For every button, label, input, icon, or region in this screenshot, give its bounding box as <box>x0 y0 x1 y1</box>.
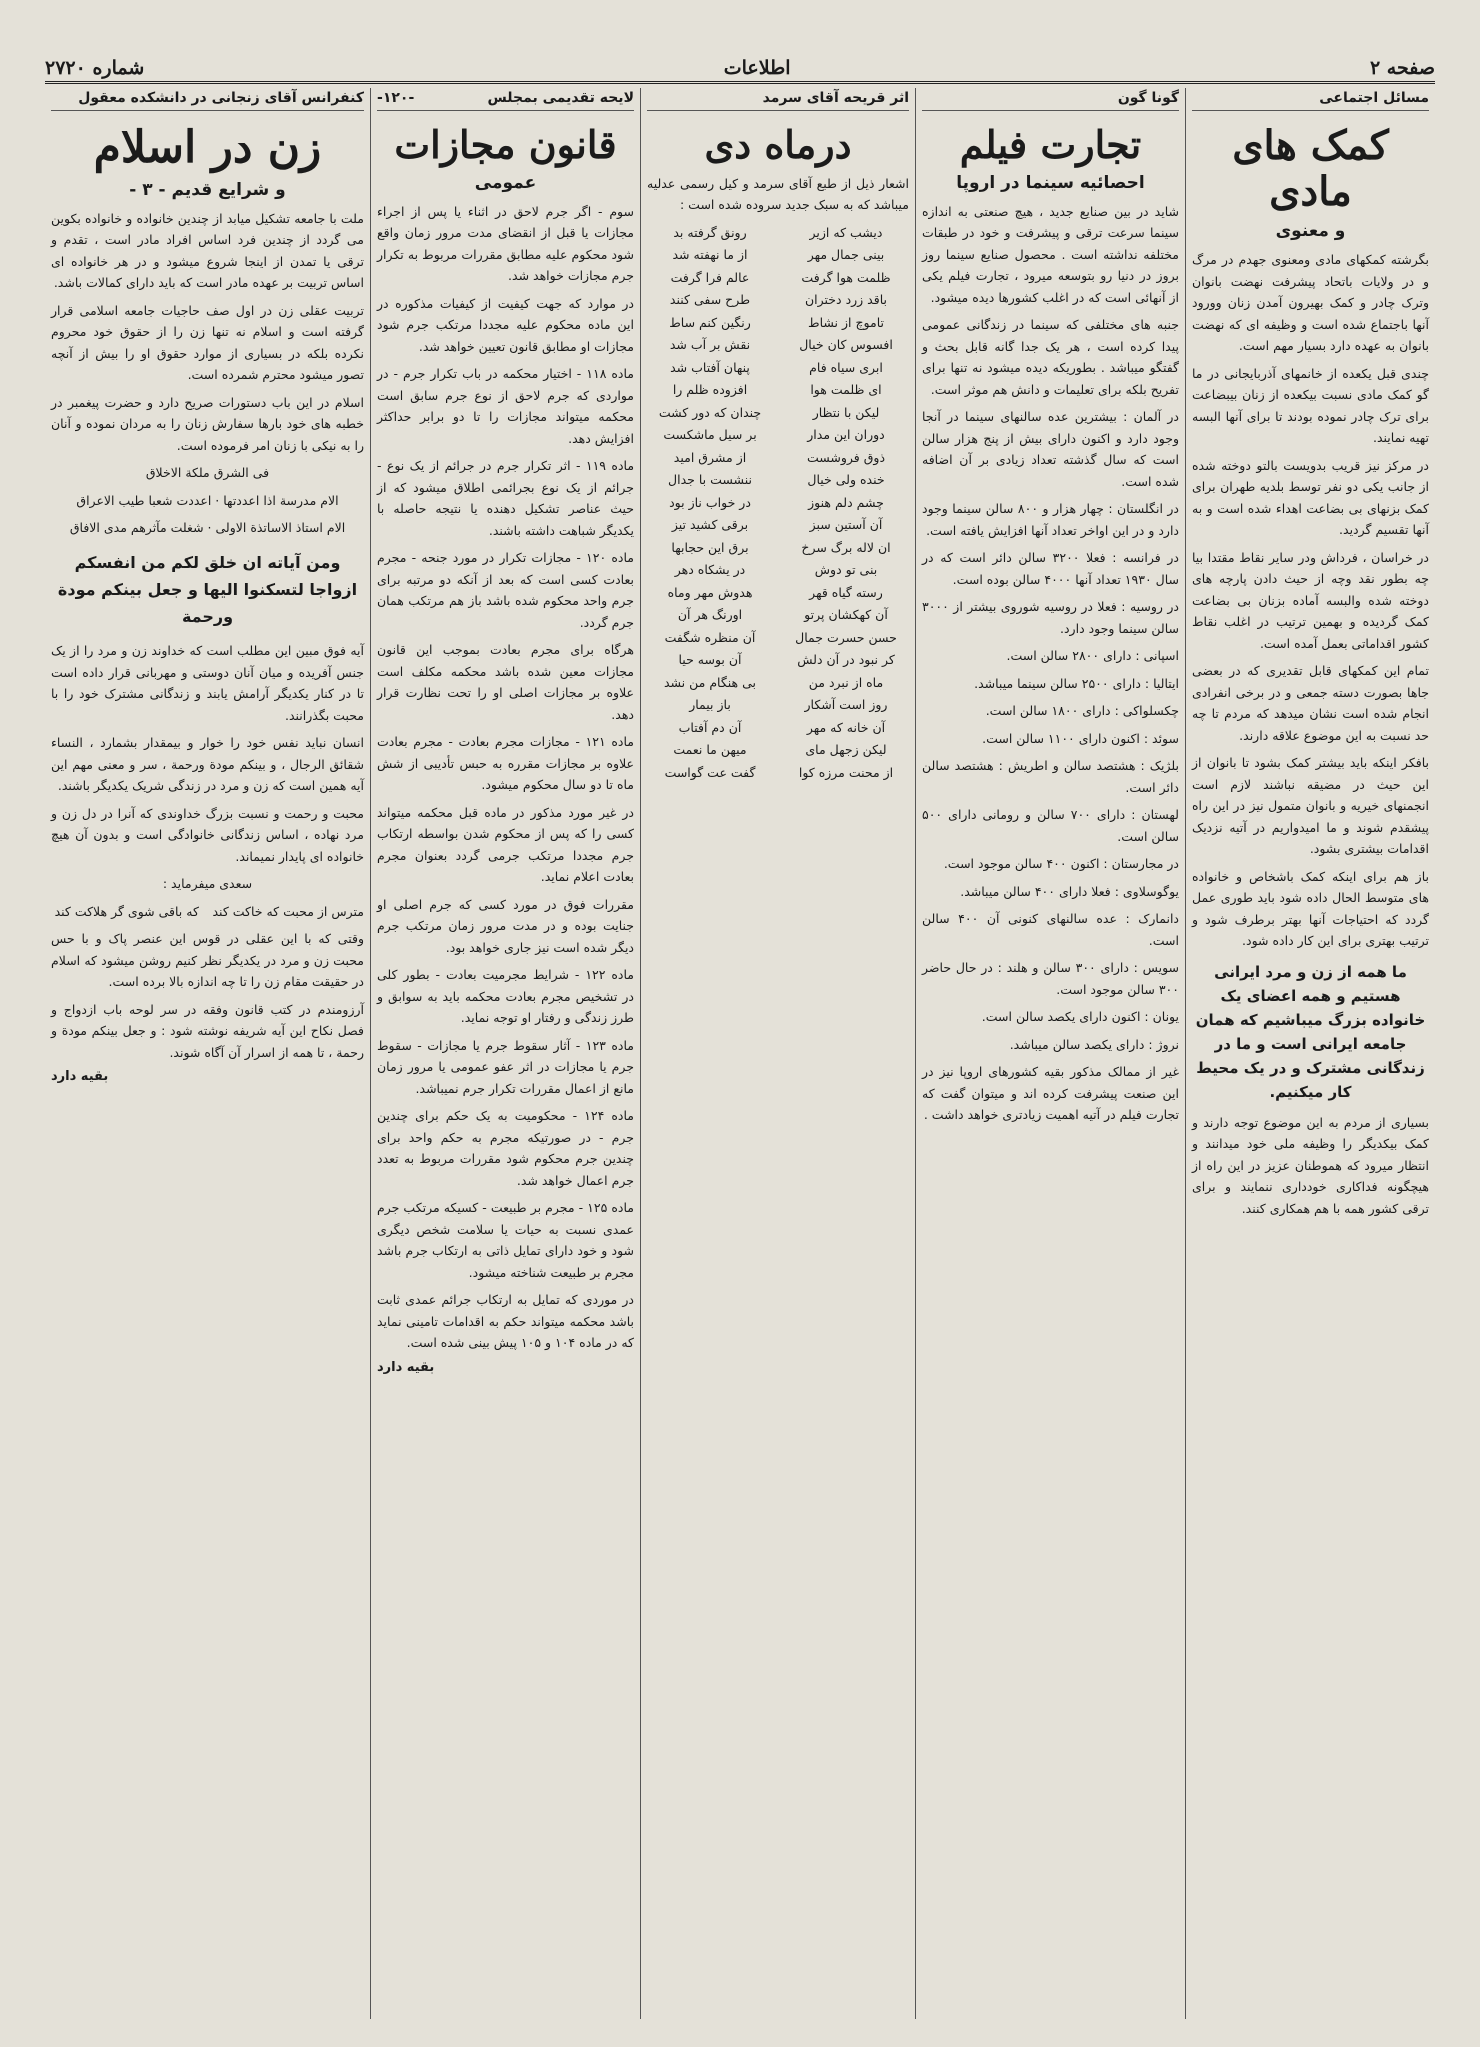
poem-hemistich: در یشکاه دهر <box>674 562 746 578</box>
article-subhead: و شرایع قدیم - ۳ - <box>129 179 286 200</box>
article-paragraph: ماده ۱۱۸ - اختیار محکمه در باب تکرار جرم - در مواردی که جرم لاحق از نوع جرم سابق است محکمه میتواند مجازات را تا دو برابر حداکثر افزایش دهد. <box>377 366 635 446</box>
verse-hemistich: که باقی شوی گر هلاکت کند <box>54 903 199 919</box>
article-kicker: مسائل اجتماعی <box>1192 88 1429 111</box>
article-subhead: و معنوی <box>1275 221 1346 241</box>
poem-hemistich: دیشب که ازیر <box>809 224 883 240</box>
poem-hemistich: طرح سفی کنند <box>669 292 751 308</box>
article-paragraph: شاید در بین صنایع جدید ، هیچ صنعتی به اندازه سینما سرعت ترقی و پیشرفت و خود در طبقات مختلفه نداشته است . محصول صنایع سینما روز بروز در دنیا رو بتوسعه میرود ، تجارت فیلم یکی از آنهائی است که در اغلب کشورها دیده میشود. <box>922 203 1179 305</box>
article-paragraph: بافکر اینکه باید بیشتر کمک بشود تا بانوان از این حیث در مضیقه نباشند لازم است انجمنهای خیریه و بانوان متمول نیز در این راه پیشقدم شوند و ما امیدواریم در آتیه نزدیک اقدامات بیشتری بشود. <box>1192 755 1429 856</box>
poem-hemistich: لیکن با نتظار <box>812 404 880 420</box>
article-paragraph: دانمارک : عده سالنهای کنونی آن ۴۰۰ سالن است. <box>922 911 1179 948</box>
article-paragraph: غیر از ممالک مذکور بقیه کشورهای اروپا نیز در این صنعت پیشرفت کرده اند و میتوان گفت که تجارت فیلم در آتیه اهمیت زیادتری خواهد داشت . <box>922 1064 1179 1123</box>
poem-hemistich: ظلمت هوا گرفت <box>801 269 891 285</box>
article-paragraph: سعدی میفرماید : <box>162 876 253 892</box>
article-kicker <box>377 88 634 111</box>
poem-hemistich: پنهان آفتاب شد <box>670 359 750 375</box>
article-paragraph: مقررات فوق در مورد کسی که جرم اصلی او جنایت بوده و در مدت مرور زمان مرتکب جرم دیگر شده است نیز جاری خواهد بود. <box>377 896 634 955</box>
article-headline: قانون مجازات <box>394 122 617 167</box>
poem-hemistich: چشم دلم هنوز <box>808 494 884 510</box>
article-kicker: اثر قریحه آقای سرمد <box>647 88 909 111</box>
poem-hemistich: هدوش مهر وماه <box>667 584 753 600</box>
poem-hemistich: آن دم آفتاب <box>678 719 742 735</box>
article-paragraph: سوم - اگر جرم لاحق در اثناء یا پس از اجراء مجازات یا قبل از انقضای مدت مرور زمان واقع شود محکوم علیه مطابق مقررات مربوط به تکرار جرم مجازات خواهد شد. <box>377 203 634 284</box>
continued-note: بقیه دارد <box>377 1359 435 1375</box>
article-aid <box>1185 88 1435 2019</box>
article-paragraph: بسیاری از مردم به این موضوع توجه دارند و کمک بیکدیگر را وظیفه ملی خود میدانند و انتظار میرود که هموطنان عزیز در این راه از هیچگونه فداکاری خودداری ننمایند و برای ترقی کشور همه با هم همکاری کنند. <box>1192 1114 1429 1216</box>
poem-hemistich: بر سیل ماشکست <box>663 427 757 443</box>
article-poem <box>640 88 915 2019</box>
article-subhead: عمومی <box>474 172 537 193</box>
saadi-verse <box>51 903 364 921</box>
article-paragraph: آیه فوق مبین این مطلب است که خداوند زن و مرد را از یک جنس آفریده و میان آنان دوستی و مهربانی قرار داده است تا در کنار یکدیگر آرامش یابند و زندگانی مشترک خود را با محبت بگذرانند. <box>51 643 364 723</box>
masthead <box>45 55 1435 84</box>
article-paragraph: در مجارستان : اکنون ۴۰۰ سالن موجود است. <box>943 856 1179 872</box>
article-paragraph: در مرکز نیز قریب بدویست بالتو دوخته شده از جانب یکی دو نفر توسط بلدیه طهران برای کمک بزنهای بی بضاعت اهداء شده است و به آنها تقسیم گردید. <box>1192 457 1429 537</box>
poem-hemistich: میهن ما نعمت <box>673 742 747 758</box>
poem-hemistich: روز است آشکار <box>804 697 888 713</box>
page-number: صفحه ۲ <box>1369 57 1435 79</box>
poem-hemistich: آن خانه که مهر <box>806 719 886 735</box>
poem-hemistich: آن بوسه حیا <box>678 652 742 668</box>
poem-hemistich: حسن حسرت جمال <box>795 629 897 645</box>
article-paragraph: در انگلستان : چهار هزار و ۸۰۰ سالن سینما وجود دارد و در این اواخر تعداد آنها افزایش یافته است. <box>922 501 1179 538</box>
article-paragraph: اسلام در این باب دستورات صریح دارد و حضرت پیغمبر در خطبه های خود بارها سفارش زنان را به مردان نموده و آنان را به نیکی با زنان امر فرموده است. <box>51 394 364 453</box>
arabic-verse: الام مدرسة اذا اعددتها · اعددت شعبا طیب الاعراق <box>76 492 339 508</box>
article-paragraph: یوگوسلاوی : فعلا دارای ۴۰۰ سالن میباشد. <box>960 883 1179 899</box>
article-paragraph: هرگاه برای مجرم بعادت بموجب این قانون مجازات معین شده باشد محکمه مکلف است علاوه بر مجازات اصلی او را تحت نظارت قرار دهد. <box>377 642 634 722</box>
poem-hemistich: ننشست با جدال <box>668 472 752 488</box>
article-headline: کمک های مادی <box>1232 122 1389 215</box>
article-paragraph: تمام این کمکهای قابل تقدیری که در بعضی جاها بصورت دسته جمعی و در برخی انفرادی انجام شده است نشان میدهد که مردم تا چه حد نسبت به این موضوع علاقه دارند. <box>1192 663 1429 743</box>
issue-number: شماره ۲۷۲۰ <box>45 57 145 79</box>
article-kicker: گونا گون <box>922 88 1179 111</box>
poem-hemistich: بنی تو دوش <box>814 562 878 578</box>
poem-hemistich: از مشرق امید <box>673 449 747 465</box>
article-highlight: ما همه از زن و مرد ایرانی هستیم و همه اعضای یک خانواده بزرگ میباشیم که همان جامعه ایرانی است و ما در زندگانی مشترک و در یک محیط کار میکنیم. <box>1195 962 1426 1101</box>
article-paragraph: اسپانی : دارای ۲۸۰۰ سالن است. <box>1006 648 1179 664</box>
article-paragraph: ماده ۱۲۰ - مجازات تکرار در مورد جنحه - مجرم بعادت کسی است که بعد از آنکه دو مرتبه برای جرم واحد محکوم شده باشد باز هم مرتکب همان جرم گردد. <box>377 550 634 630</box>
arabic-verse: فی الشرق ملکة الاخلاق <box>145 465 270 481</box>
poem-hemistich: آن منظره شگفت <box>664 629 756 645</box>
article-paragraph: در موردی که تمایل به ارتکاب جرائم عمدی ثابت باشد محکمه میتواند حکم به اقدامات تامینی نماید که در ماده ۱۰۴ و ۱۰۵ پیش بینی شده است. <box>377 1292 634 1351</box>
article-kicker: کنفرانس آقای زنجانی در دانشکده معقول <box>51 88 364 111</box>
article-paragraph: جنبه های مختلفی که سینما در زندگانی عمومی پیدا کرده است ، هر یک جدا گانه قابل بحث و گفتگو میباشد . بطوریکه دیده میشود نه تنها برای تفریح بلکه برای تعلیمات و دانش هم موثر است. <box>922 317 1179 397</box>
article-paragraph: در غیر مورد مذکور در ماده قبل محکمه میتواند کسی را که پس از محکوم شدن بواسطه ارتکاب جرم مجددا مرتکب جرمی گردد بعنوان مجرم بعادت اعلام نماید. <box>377 804 634 885</box>
article-paragraph: نروژ : دارای یکصد سالن میباشد. <box>1009 1036 1179 1052</box>
poem-hemistich: بینی جمال مهر <box>807 247 885 263</box>
article-headline: زن در اسلام <box>93 122 322 173</box>
article-paragraph: آرزومندم در کتب قانون وفقه در سر لوحه باب ازدواج و فصل نکاح این آیه شریفه نوشته شود : و جعل بینکم مودة و رحمة ، تا همه از اسرار آن آگاه شوند. <box>51 1001 364 1060</box>
continued-note: بقیه دارد <box>51 1069 109 1085</box>
article-paragraph: در روسیه : فعلا در روسیه شوروی بیشتر از ۳۰۰۰ سالن سینما وجود دارد. <box>922 599 1179 636</box>
article-headline: درماه دی <box>704 122 852 167</box>
arabic-verse: الام استاذ الاساتذة الاولی · شغلت مآثرهم مدی الافاق <box>69 520 346 536</box>
article-subhead: احصائیه سینما در اروپا <box>956 172 1145 193</box>
article-headline: تجارت فیلم <box>959 122 1142 167</box>
article-paragraph: ملت با جامعه تشکیل میابد از چندین خانواده و خانواده بکوین می گردد از چندین فرد اساس افراد مادر است ، تقدم و ترقی یا تمدن از اینجا شروع میشود و در هر خانواده ای اساس تربیت بر عهده مادر است که باید دارای کمالات باشد. <box>51 210 364 291</box>
article-paragraph: ماده ۱۲۴ - محکومیت به یک حکم برای چندین جرم - در صورتیکه مجرم به حکم واحد برای چندین جرم محکوم شود مقررات مربوط به تعدد جرم اعمال خواهد شد. <box>377 1108 634 1188</box>
poem-hemistich: افزوده ظلم را <box>672 382 748 398</box>
poem-hemistich: عالم فرا گرفت <box>670 269 750 285</box>
article-paragraph: سوئد : اکنون دارای ۱۱۰۰ سالن است. <box>982 730 1179 746</box>
poem-hemistich: اورنگ هر آن <box>677 607 743 623</box>
verse-hemistich: مترس از محبت که خاکت کند <box>212 903 364 919</box>
article-paragraph: چکسلواکی : دارای ۱۸۰۰ سالن است. <box>985 703 1179 719</box>
article-paragraph: محبت و رحمت و نسبت بزرگ خداوندی که آنرا در دل زن و مرد نهاده ، اساس زندگانی خانوادگی است و بدون آن هیچ خانواده ای پایدار نمیماند. <box>51 805 364 864</box>
poem-verses <box>647 224 909 782</box>
poem-hemistich: ماه از نبرد من <box>808 674 884 690</box>
article-paragraph: ماده ۱۲۱ - مجازات مجرم بعادت - مجرم بعادت علاوه بر مجازات مقرره به حبس تأدیبی از شش ماه تا دو سال محکوم میشود. <box>377 734 634 793</box>
article-paragraph: در فرانسه : فعلا ۳۲۰۰ سالن دائر است که در سال ۱۹۳۰ تعداد آنها ۴۰۰۰ سالن بوده است. <box>922 550 1179 587</box>
article-paragraph: وقتی که با این عقلی در قوس این عنصر پاک و با حس محبت زن و مرد در یکدیگر نظر کنیم روشن میشود که اسلام در حقیقت مقام زن را تا چه اندازه بالا برده است. <box>51 931 364 990</box>
article-paragraph: انسان نباید نفس خود را خوار و بیمقدار بشمارد ، النساء شقائق الرجال ، و بینکم مودة ورحمة ، سر و معنی مهم این آیه همین است که زن و مرد در زندگی شریک یکدیگر باشند. <box>51 735 364 794</box>
poem-hemistich: افسوس کان خیال <box>799 337 893 353</box>
article-paragraph: در موارد که جهت کیفیت از کیفیات مذکوره در این ماده محکوم علیه مجددا مرتکب جرم شود مجازات او مطابق قانون تعیین خواهد شد. <box>377 295 634 354</box>
poem-hemistich: رونق گرفته بد <box>673 224 747 240</box>
poem-hemistich: در خواب ناز بود <box>669 494 751 510</box>
quran-verse: ومن آیاته ان خلق لکم من انفسکم ازواجا لتسکنوا الیها و جعل بینکم مودة ورحمة <box>57 552 358 626</box>
poem-hemistich: دوران این مدار <box>807 427 885 443</box>
poem-hemistich: گفت عت گواست <box>664 764 756 780</box>
poem-hemistich: ان لاله برگ سرخ <box>801 539 891 555</box>
article-paragraph: سویس : دارای ۳۰۰ سالن و هلند : در حال حاضر ۳۰۰ سالن موجود است. <box>922 960 1180 997</box>
poem-hemistich: ابری سیاه فام <box>809 359 883 375</box>
article-paragraph: یونان : اکنون دارای یکصد سالن است. <box>981 1009 1179 1025</box>
poem-hemistich: تاموچ از نشاط <box>808 314 884 330</box>
poem-hemistich: رسته گیاه قهر <box>809 584 883 600</box>
poem-hemistich: چندان که دور کشت <box>658 404 762 420</box>
poem-hemistich: رنگین کنم ساط <box>669 314 751 330</box>
article-paragraph: ماده ۱۲۳ - آثار سقوط جرم یا مجازات - سقوط جرم یا مجازات در اثر عفو عمومی یا مرور زمان مانع از اعمال مقررات تکرار جرم نمیباشد. <box>377 1037 634 1096</box>
article-paragraph: باز هم برای اینکه کمک باشخاص و خانواده های متوسط الحال داده شود باید طوری عمل گردد که احتیاجات آنها بهتر برطرف شود و ترتیب بهتری برای این کار داده شود. <box>1192 868 1429 948</box>
article-film <box>915 88 1185 2019</box>
article-paragraph: در خراسان ، فرداش ودر سایر نقاط مقتدا بیا چه بطور نقد وچه از حیث دادن پارچه های دوخته شده والبسه آماده بزنان بی بضاعت کمک گردیده و بهمین ترتیب در اغلب نقاط کشور اقداماتی بعمل آمده است. <box>1192 549 1429 651</box>
poem-hemistich: آن آستین سبز <box>809 517 883 533</box>
article-paragraph: بگرشته کمکهای مادی ومعنوی جهدم در مرگ و در ولایات باتحاد پیشرفت نهضت بانوان وترک چادر و کمک بهیرون آمدن زنان وورود آنها باجتماع شده است و وظیفه ای که نهضت بانوان به عهده دارد بسیار مهم است. <box>1192 252 1429 353</box>
poem-hemistich: نقش بر آب شد <box>669 337 751 353</box>
article-women-islam <box>45 88 370 2019</box>
article-penal-law <box>370 88 640 2019</box>
article-paragraph: چندی قبل یکعده از خانمهای آذربایجانی در ما گو کمک مادی نسبت بیکعده از زنان بیبضاعت برای ترک چادر نموده بودند تا برای آنها البسه تهیه نمایند. <box>1192 365 1429 445</box>
article-paragraph: ایتالیا : دارای ۲۵۰۰ سالن سینما میباشد. <box>974 675 1179 691</box>
article-paragraph: ماده ۱۲۵ - مجرم بر طبیعت - کسیکه مرتکب جرم عمدی نسبت به حیات یا سلامت شخص دیگری شود و خود دارای تمایل ذاتی به ارتکاب جرم باشد مجرم بر طبیعت شناخته میشود. <box>377 1200 634 1280</box>
kicker-text: لایحه تقدیمی بمجلس <box>487 90 634 106</box>
poem-hemistich: باز بیمار <box>689 697 731 713</box>
article-paragraph: ماده ۱۲۲ - شرایط مجرمیت بعادت - بطور کلی در تشخیص مجرم بعادت محکمه باید به سوابق و طرز زندگی و رفتار او توجه نماید. <box>377 967 635 1026</box>
article-paragraph: تربیت عقلی زن در اول صف حاجیات جامعه اسلامی قرار گرفته است و اسلام نه تنها زن را از حقوق خود محروم نکرده بلکه در بسیاری از موارد حقوق او را بیش از آنچه تصور میشود محترم شمرده است. <box>51 302 364 383</box>
article-paragraph: لهستان : دارای ۷۰۰ سالن و رومانی دارای ۵۰۰ سالن است. <box>922 807 1179 844</box>
poem-hemistich: از محنت مرزه کوا <box>798 764 894 780</box>
poem-hemistich: آن کهکشان پرتو <box>804 607 888 623</box>
poem-hemistich: بی هنگام من نشد <box>663 674 757 690</box>
poem-hemistich: ای ظلمت هوا <box>810 382 882 398</box>
poem-hemistich: برق این حجابها <box>671 539 749 555</box>
page-sequence: -۱۲۰- <box>377 90 415 106</box>
poem-hemistich: ذوق فروشست <box>806 449 886 465</box>
poem-hemistich: کر نبود در آن دلش <box>797 652 895 668</box>
poem-hemistich: از ما نهفته شد <box>672 247 748 263</box>
poem-hemistich: خنده ولی خیال <box>807 472 885 488</box>
article-paragraph: ماده ۱۱۹ - اثر تکرار جرم در جرائم از یک نوع - جرائم از یک نوع بجرائمی اطلاق میشود که از حیث عناصر تشکیل دهنده یا نتیجه حاصله با یکدیگر شباهت داشته باشند. <box>377 458 635 538</box>
poem-hemistich: باقد زرد دختران <box>804 292 888 308</box>
poem-intro: اشعار ذیل از طبع آقای سرمد و کیل رسمی عدلیه میباشد که به سبک جدید سروده شده است : <box>647 175 909 213</box>
newspaper-name: اطلاعات <box>723 57 791 79</box>
poem-hemistich: برقی کشید تیز <box>671 517 749 533</box>
article-paragraph: در آلمان : بیشترین عده سالنهای سینما در آنجا وجود دارد و اکنون دارای بیش از پنج هزار سالن است که سال گذشته تعداد زیادی بر آن اضافه شده است. <box>922 409 1179 489</box>
article-paragraph: بلژیک : هشتصد سالن و اطریش : هشتصد سالن دائر است. <box>922 758 1179 795</box>
poem-hemistich: لیکن زجهل مای <box>805 742 887 758</box>
